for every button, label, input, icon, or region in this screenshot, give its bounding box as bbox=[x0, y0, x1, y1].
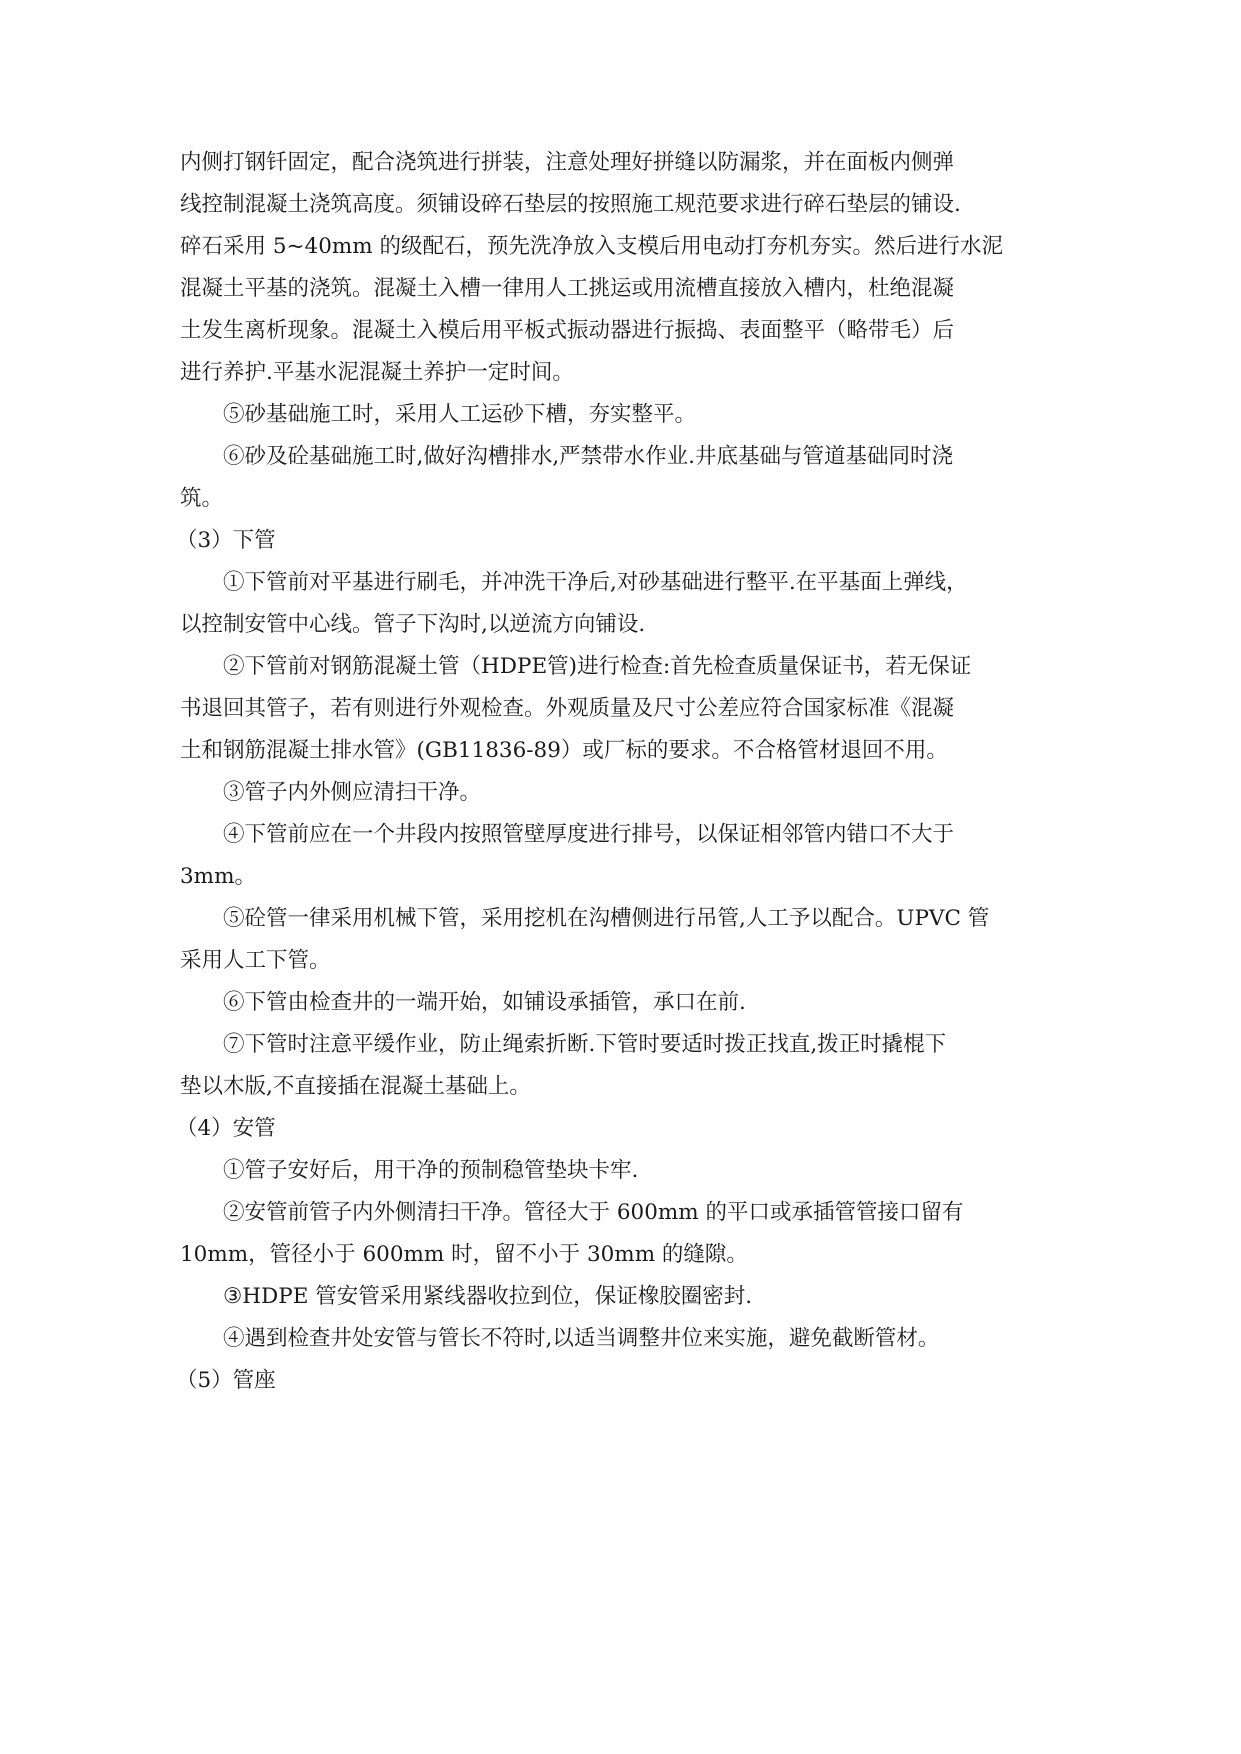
document-body bbox=[176, 142, 1080, 1402]
text-line: ⑦下管时注意平缓作业，防止绳索折断.下管时要适时拨正找直,拨正时撬棍下 bbox=[223, 1032, 947, 1057]
text-line: ④遇到检查井处安管与管长不符时,以适当调整井位来实施，避免截断管材。 bbox=[223, 1326, 940, 1351]
text-line: ②安管前管子内外侧清扫干净。管径大于 600mm 的平口或承插管管接口留有 bbox=[223, 1200, 964, 1225]
paragraph-lowering-4 bbox=[180, 814, 1080, 898]
text-line: ③HDPE 管安管采用紧线器收拉到位，保证橡胶圈密封. bbox=[223, 1284, 753, 1309]
text-line: ⑤砂基础施工时，采用人工运砂下槽，夯实整平。 bbox=[223, 402, 697, 427]
paragraph-lowering-5 bbox=[180, 898, 1080, 982]
text-line: 筑。 bbox=[180, 486, 224, 511]
section-heading-pipe-seat: （5）管座 bbox=[176, 1368, 276, 1393]
paragraph-concrete-base bbox=[180, 436, 1080, 520]
text-line: ⑤砼管一律采用机械下管，采用挖机在沟槽侧进行吊管,人工予以配合。UPVC 管 bbox=[223, 906, 990, 931]
paragraph-installing-1 bbox=[180, 1150, 1080, 1192]
text-line: ②下管前对钢筋混凝土管（HDPE管)进行检查:首先检查质量保证书，若无保证 bbox=[223, 654, 972, 679]
text-line: 混凝土平基的浇筑。混凝土入槽一律用人工挑运或用流槽直接放入槽内，杜绝混凝 bbox=[180, 276, 955, 301]
paragraph-installing-2 bbox=[180, 1192, 1080, 1276]
paragraph-lowering-3 bbox=[180, 772, 1080, 814]
paragraph-lowering-2 bbox=[180, 646, 1080, 772]
paragraph-lowering-6 bbox=[180, 982, 1080, 1024]
section-heading-installing-pipe: （4）安管 bbox=[176, 1116, 276, 1141]
text-line: 10mm，管径小于 600mm 时，留不小于 30mm 的缝隙。 bbox=[180, 1242, 748, 1267]
paragraph-sand-base bbox=[180, 394, 1080, 436]
text-line: 内侧打钢钎固定，配合浇筑进行拼装，注意处理好拼缝以防漏浆，并在面板内侧弹 bbox=[180, 150, 955, 175]
text-line: ④下管前应在一个井段内按照管壁厚度进行排号，以保证相邻管内错口不大于 bbox=[223, 822, 955, 847]
text-line: 垫以木版,不直接插在混凝土基础上。 bbox=[180, 1074, 531, 1099]
paragraph-lowering-7 bbox=[180, 1024, 1080, 1108]
text-line: 书退回其管子，若有则进行外观检查。外观质量及尺寸公差应符合国家标准《混凝 bbox=[180, 696, 955, 721]
text-line: 土发生离析现象。混凝土入模后用平板式振动器进行振捣、表面整平（略带毛）后 bbox=[180, 318, 955, 343]
text-line: 以控制安管中心线。管子下沟时,以逆流方向铺设. bbox=[180, 612, 646, 637]
text-line: 进行养护.平基水泥混凝土养护一定时间。 bbox=[180, 360, 574, 385]
text-line: ⑥下管由检查井的一端开始，如铺设承插管，承口在前. bbox=[223, 990, 746, 1015]
text-line: 采用人工下管。 bbox=[180, 948, 331, 973]
paragraph-formwork-continued bbox=[180, 142, 1080, 394]
text-line: 3mm。 bbox=[180, 864, 256, 889]
text-line: 线控制混凝土浇筑高度。须铺设碎石垫层的按照施工规范要求进行碎石垫层的铺设. bbox=[180, 192, 961, 217]
text-line: ①下管前对平基进行刷毛，并冲洗干净后,对砂基础进行整平.在平基面上弹线， bbox=[223, 570, 968, 595]
text-line: ①管子安好后，用干净的预制稳管垫块卡牢. bbox=[223, 1158, 639, 1183]
text-line: ⑥砂及砼基础施工时,做好沟槽排水,严禁带水作业.井底基础与管道基础同时浇 bbox=[223, 444, 954, 469]
paragraph-installing-3 bbox=[180, 1276, 1080, 1318]
text-line: 土和钢筋混凝土排水管》(GB11836-89）或厂标的要求。不合格管材退回不用。 bbox=[180, 738, 948, 763]
paragraph-installing-4 bbox=[180, 1318, 1080, 1360]
text-line: 碎石采用 5~40mm 的级配石，预先洗净放入支模后用电动打夯机夯实。然后进行水泥 bbox=[180, 234, 1003, 259]
section-heading-lowering-pipe: （3）下管 bbox=[176, 528, 276, 553]
paragraph-lowering-1 bbox=[180, 562, 1080, 646]
text-line: ③管子内外侧应清扫干净。 bbox=[223, 780, 482, 805]
